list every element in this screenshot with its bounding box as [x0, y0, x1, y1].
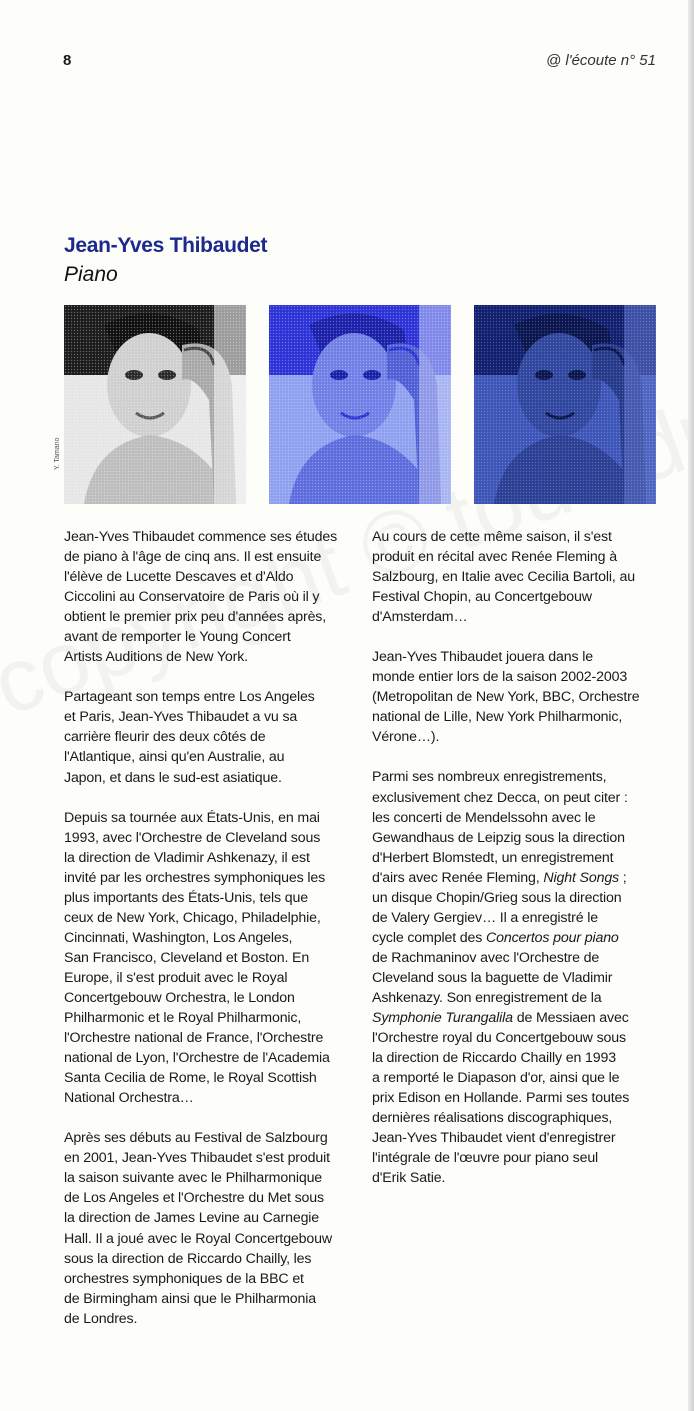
album-title-night-songs: Night Songs — [543, 869, 619, 886]
photo-credit: Y. Tamano — [54, 437, 61, 470]
work-title-concertos: Concertos pour piano — [486, 929, 619, 946]
portrait-photo-dark-blue — [474, 305, 656, 504]
running-head: @ l'écoute n° 51 — [546, 52, 656, 69]
page-edge — [688, 0, 694, 1411]
artist-instrument: Piano — [64, 263, 118, 286]
portrait-photo-blue — [269, 305, 451, 504]
bio-paragraph-season: Jean-Yves Thibaudet jouera dans le monde entier lors de la saison 2002-2003 (Metropolitan de New York, BBC, Orchestre national de Lille, New York Philharmonic, Vérone…). — [372, 649, 640, 746]
bio-paragraph-salzburg: Après ses débuts au Festival de Salzbourg en 2001, Jean-Yves Thibaudet s'est produit la saison suivante avec le Philharmonique de Los Angeles et l'Orchestre du Met sous la direction de James Levine au Carnegie Hall. Il a joué avec le Royal Concertgebouw sous la direction de Riccardo Chailly, les orchestres symphoniques de la BBC et de Birmingham ainsi que le Philharmonia de Londres. — [64, 1130, 332, 1327]
bio-paragraph-orchestras: Depuis sa tournée aux États-Unis, en mai 1993, avec l'Orchestre de Cleveland sous la direction de Vladimir Ashkenazy, il est invité par les orchestres symphoniques les plus importants des États-Unis, tels que ceux de New York, Chicago, Philadelphie, Cincinnati, Washington, Los Angeles, San Francisco, Cleveland et Boston. En Europe, il s'est produit avec le Royal Concertgebouw Orchestra, le London Philharmonic et le Royal Philharmonic, l'Orchestre national de France, l'Orchestre national de Lyon, l'Orchestre de l'Academia Santa Cecilia de Rome, le Royal Scottish National Orchestra… — [64, 809, 330, 1107]
portrait-photo-grayscale — [64, 305, 246, 504]
page-number: 8 — [63, 52, 72, 69]
right-text-column — [372, 527, 662, 1208]
left-text-column — [64, 527, 354, 1349]
bio-paragraph-recordings: Parmi ses nombreux enregistrements, exclusivement chez Decca, on peut citer : les concerti de Mendelssohn avec le Gewandhaus de Leipzig sous la direction d'Herbert Blomstedt, un enregistrement d'airs avec Renée Fleming, Night Songs ; un disque Chopin/Grieg sous la direction de Valery Gergiev… Il a enregistré le cycle complet des Concertos pour piano de Rachmaninov avec l'Orchestre de Cleveland sous la baguette de Vladimir Ashkenazy. Son enregistrement de la Symphonie Turangalila de Messiaen avec l'Orchestre royal du Concertgebouw sous la direction de Riccardo Chailly en 1993 a remporté le Diapason d'or, ainsi que le prix Edison en Hollande. Parmi ses toutes dernières réalisations discographiques, Jean-Yves Thibaudet vient d'enregistrer l'intégrale de l'œuvre pour piano seul d'Erik Satie. — [372, 769, 630, 1187]
bio-paragraph-early-training: Jean-Yves Thibaudet commence ses études de piano à l'âge de cinq ans. Il est ensuite l'élève de Lucette Descaves et d'Aldo Ciccolini au Conservatoire de Paris où il y obtient le premier prix peu d'années après, avant de remporter le Young Concert Artists Auditions de New York. — [64, 529, 338, 666]
work-title-turangalila: Symphonie Turangalila — [372, 1010, 513, 1027]
bio-paragraph-recitals: Au cours de cette même saison, il s'est produit en récital avec Renée Fleming à Salzbourg, en Italie avec Cecilia Bartoli, au Festival Chopin, au Concertgebouw d'Amsterdam… — [372, 529, 635, 626]
bio-paragraph-career: Partageant son temps entre Los Angeles et Paris, Jean-Yves Thibaudet a vu sa carrière fleurir des deux côtés de l'Atlantique, ainsi qu'en Australie, au Japon, et dans le sud-est asiatique. — [64, 689, 315, 786]
artist-name: Jean-Yves Thibaudet — [64, 234, 268, 257]
